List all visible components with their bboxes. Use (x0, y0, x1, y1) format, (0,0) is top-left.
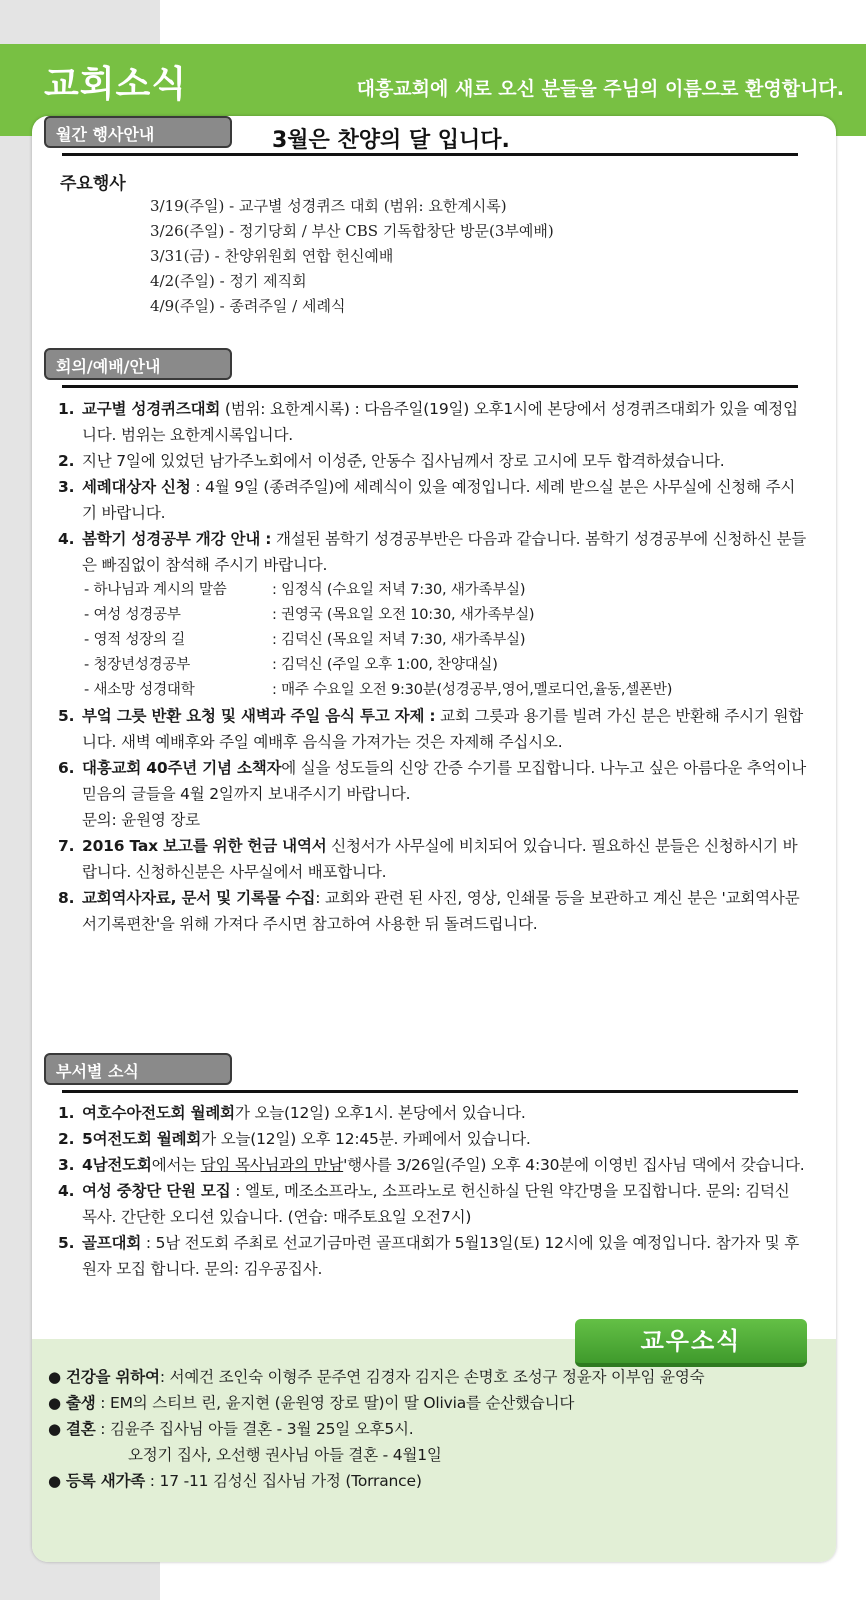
event-item: 3/19(주일) - 교구별 성경퀴즈 대회 (범위: 요한계시록) (150, 197, 507, 215)
event-item: 4/9(주일) - 종려주일 / 세례식 (150, 297, 346, 315)
wedding-note: 오정기 집사, 오선행 권사님 아들 결혼 - 4월1일 (128, 1446, 442, 1464)
list-item: 7. 2016 Tax 보고를 위한 헌금 내역서 신청서가 사무실에 비치되어 있습니다. 필요하신 분들은 신청하시기 바랍니다. 신청하신분은 사무실에서 배포합니다. (58, 837, 798, 881)
meetings-list (58, 396, 808, 937)
bible-class-row: - 새소망 성경대학 : 매주 수요일 오전 9:30분(성경공부,영어,멜로디언,율동,셀폰반) (84, 682, 673, 698)
bullet-icon: ● (48, 1472, 61, 1490)
contact-note: 문의: 윤원영 장로 (82, 811, 200, 829)
event-item: 4/2(주일) - 정기 제직회 (150, 272, 307, 290)
bible-class-row: - 여성 성경공부 : 권영국 (목요일 오전 10:30, 새가족부실) (84, 607, 535, 623)
monthly-headline: 3월은 찬양의 달 입니다. (272, 128, 510, 153)
section-divider (62, 385, 798, 388)
bullet-icon: ● (48, 1420, 61, 1438)
bullet-icon: ● (48, 1368, 61, 1386)
bible-class-row: - 청장년성경공부 : 김덕신 (주일 오후 1:00, 찬양대실) (84, 657, 498, 673)
list-item: 8. 교회역사자료, 문서 및 기록물 수집: 교회와 관련 된 사진, 영상, 인쇄물 등을 보관하고 계신 분은 '교회역사문서기록편찬'을 위해 가져다 주시면 참고하여 사용한 뒤 돌려드립니다. (58, 889, 800, 933)
bible-class-row: - 하나님과 계시의 말씀 : 임정식 (수요일 저녁 7:30, 새가족부실) (84, 582, 526, 598)
main-events-heading: 주요행사 (60, 174, 126, 194)
monthly-events-tab: 월간 행사안내 (44, 116, 232, 148)
bible-class-row: - 영적 성장의 길 : 김덕신 (목요일 저녁 7:30, 새가족부실) (84, 632, 526, 648)
list-item: 6. 대흥교회 40주년 기념 소책자에 실을 성도들의 신앙 간증 수기를 모집합니다. 나누고 싶은 아름다운 추억이나 믿음의 글들을 4월 2일까지 보내주시기 바랍니다. 문의: 윤원영 장로 (58, 755, 808, 833)
list-item: ● 결혼 : 김윤주 집사님 아들 결혼 - 3월 25일 오후5시. 오정기 집사, 오선행 권사님 아들 결혼 - 4월1일 (48, 1416, 828, 1468)
alumni-news-list (48, 1364, 828, 1494)
list-item: 3. 4남전도회에서는 담임 목사님과의 만남'행사를 3/26일(주일) 오후 4:30분에 이영빈 집사님 댁에서 갖습니다. (58, 1156, 805, 1174)
list-item: ● 건강을 위하여: 서예건 조인숙 이형주 문주연 김경자 김지은 손명호 조성구 정윤자 이부임 윤영숙 (48, 1364, 828, 1390)
meetings-tab: 회의/예배/안내 (44, 348, 232, 380)
list-item: 1. 여호수아전도회 월례회가 오늘(12일) 오후1시. 본당에서 있습니다. (58, 1104, 526, 1122)
list-item: 1. 교구별 성경퀴즈대회 (범위: 요한계시록) : 다음주일(19일) 오후1시에 본당에서 성경퀴즈대회가 있을 예정입니다. 범위는 요한계시록입니다. (58, 400, 798, 444)
list-item: 2. 지난 7일에 있었던 남가주노회에서 이성준, 안동수 집사님께서 장로 고시에 모두 합격하셨습니다. (58, 452, 725, 470)
alumni-news-button: 교우소식 (575, 1319, 807, 1367)
department-news-list (58, 1100, 808, 1282)
event-item: 3/31(금) - 찬양위원회 연합 헌신예배 (150, 247, 394, 265)
list-item: 5. 부엌 그릇 반환 요청 및 새벽과 주일 음식 투고 자제 : 교회 그릇과 용기를 빌려 가신 분은 반환해 주시기 원합니다. 새벽 예배후와 주일 예배후 음식을 가져가는 것은 자제해 주십시오. (58, 707, 803, 751)
section-divider (62, 1090, 798, 1093)
department-news-tab: 부서별 소식 (44, 1053, 232, 1085)
list-item: 2. 5여전도회 월례회가 오늘(12일) 오후 12:45분. 카페에서 있습니다. (58, 1130, 531, 1148)
list-item: ● 출생 : EM의 스티브 린, 윤지현 (윤원영 장로 딸)이 딸 Olivia를 순산했습니다 (48, 1390, 828, 1416)
bulletin-card (32, 116, 836, 1562)
page-title: 교회소식 (44, 64, 188, 105)
list-item: 3. 세례대상자 신청 : 4월 9일 (종려주일)에 세례식이 있을 예정입니다. 세례 받으실 분은 사무실에 신청해 주시기 바랍니다. (58, 478, 796, 522)
welcome-subtitle: 대흥교회에 새로 오신 분들을 주님의 이름으로 환영합니다. (356, 78, 844, 100)
event-item: 3/26(주일) - 정기당회 / 부산 CBS 기독합창단 방문(3부예배) (150, 222, 554, 240)
section-divider (62, 153, 798, 156)
list-item: 4. 여성 중창단 단원 모집 : 엘토, 메조소프라노, 소프라노로 헌신하실 단원 약간명을 모집합니다. 문의: 김덕신 목사. 간단한 오디션 있습니다. (연습: 매주토요일 오전7시) (58, 1182, 790, 1226)
main-events-list (150, 194, 554, 319)
list-item: ● 등록 새가족 : 17 -11 김성신 집사님 가정 (Torrance) (48, 1468, 828, 1494)
bullet-icon: ● (48, 1394, 61, 1412)
list-item: 4. 봄학기 성경공부 개강 안내 : 개설된 봄학기 성경공부반은 다음과 같습니다. 봄학기 성경공부에 신청하신 분들은 빠짐없이 참석해 주시기 바랍니다. - 하나님과 계시의 말씀 : 임정식 (수요일 저녁 7:30, 새가족부실) - 여성 성경공부 : 권영국 (목요일 오전 10:30, 새가족부실) - 영적 성장의 길 : 김덕신 (목요일 저녁 7:30, 새가족부실) - 청장년성경공부 : 김덕신 (주일 오후 1:00, 찬양대실) - 새소망 성경대학 : 매주 수요일 오전 9:30분(성경공부,영어,멜로디언,율동,셀폰반) (58, 526, 808, 703)
list-item: 5. 골프대회 : 5남 전도회 주최로 선교기금마련 골프대회가 5월13일(토) 12시에 있을 예정입니다. 참가자 및 후원자 모집 합니다. 문의: 김우공집사. (58, 1234, 800, 1278)
